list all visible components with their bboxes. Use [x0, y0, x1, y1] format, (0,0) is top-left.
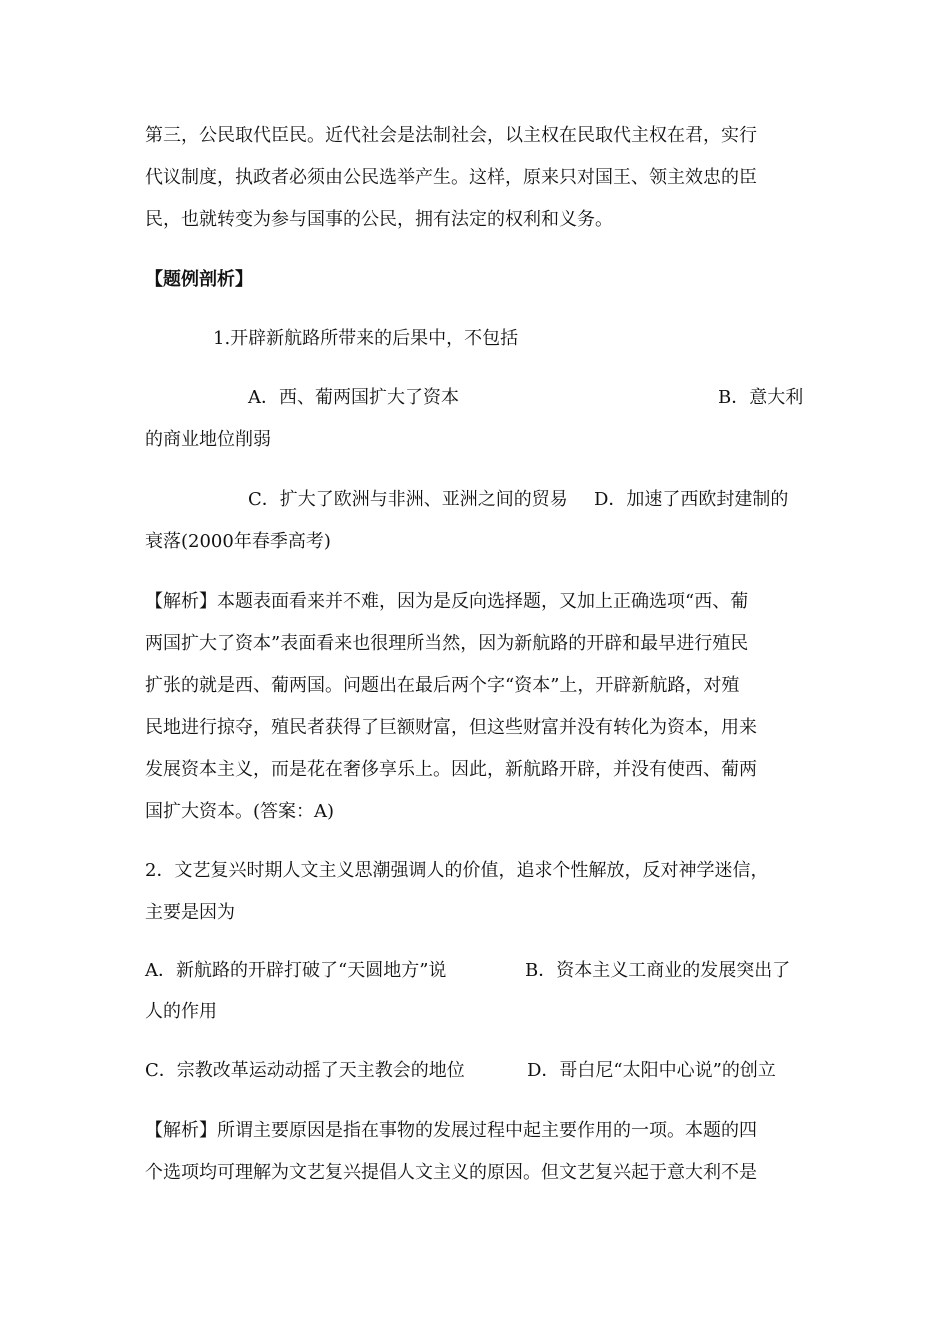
option-d: D．加速了西欧封建制的 — [594, 489, 789, 510]
analysis-line: 扩张的就是西、葡两国。问题出在最后两个字“资本”上，开辟新航路，对殖 — [145, 675, 740, 696]
option-b-continuation: 人的作用 — [145, 1001, 217, 1022]
analysis-line: 个选项均可理解为文艺复兴提倡人文主义的原因。但文艺复兴起于意大利不是 — [145, 1162, 757, 1183]
analysis-line: 民地进行掠夺，殖民者获得了巨额财富，但这些财富并没有转化为资本，用来 — [145, 717, 757, 738]
option-c: C．宗教改革运动动摇了天主教会的地位 — [145, 1060, 465, 1081]
question-stem: 2．文艺复兴时期人文主义思潮强调人的价值，追求个性解放，反对神学迷信， — [145, 860, 769, 881]
option-b: B．资本主义工商业的发展突出了 — [525, 960, 791, 981]
section-heading: 【题例剖析】 — [145, 269, 253, 290]
analysis-line: 国扩大资本。(答案：A) — [145, 801, 335, 822]
text-line: 第三，公民取代臣民。近代社会是法制社会，以主权在民取代主权在君，实行 — [145, 125, 757, 146]
text-line: 民，也就转变为参与国事的公民，拥有法定的权利和义务。 — [145, 209, 613, 230]
analysis-line: 【解析】所谓主要原因是指在事物的发展过程中起主要作用的一项。本题的四 — [145, 1120, 757, 1141]
analysis-line: 【解析】本题表面看来并不难，因为是反向选择题，又加上正确选项“西、葡 — [145, 591, 749, 612]
option-a: A．西、葡两国扩大了资本 — [248, 387, 459, 408]
analysis-line: 两国扩大了资本”表面看来也很理所当然，因为新航路的开辟和最早进行殖民 — [145, 633, 749, 654]
option-b-continuation: 的商业地位削弱 — [145, 429, 271, 450]
option-b: B．意大利 — [718, 387, 804, 408]
option-c: C．扩大了欧洲与非洲、亚洲之间的贸易 — [248, 489, 568, 510]
question-stem-continuation: 主要是因为 — [145, 902, 235, 923]
analysis-line: 发展资本主义，而是花在奢侈享乐上。因此，新航路开辟，并没有使西、葡两 — [145, 759, 757, 780]
question-stem: 1.开辟新航路所带来的后果中，不包括 — [213, 328, 519, 349]
option-d: D．哥白尼“太阳中心说”的创立 — [527, 1060, 776, 1081]
option-a: A．新航路的开辟打破了“天圆地方”说 — [145, 960, 447, 981]
text-line: 代议制度，执政者必须由公民选举产生。这样，原来只对国王、领主效忠的臣 — [145, 167, 757, 188]
option-d-continuation: 衰落(2000年春季高考) — [145, 531, 331, 552]
